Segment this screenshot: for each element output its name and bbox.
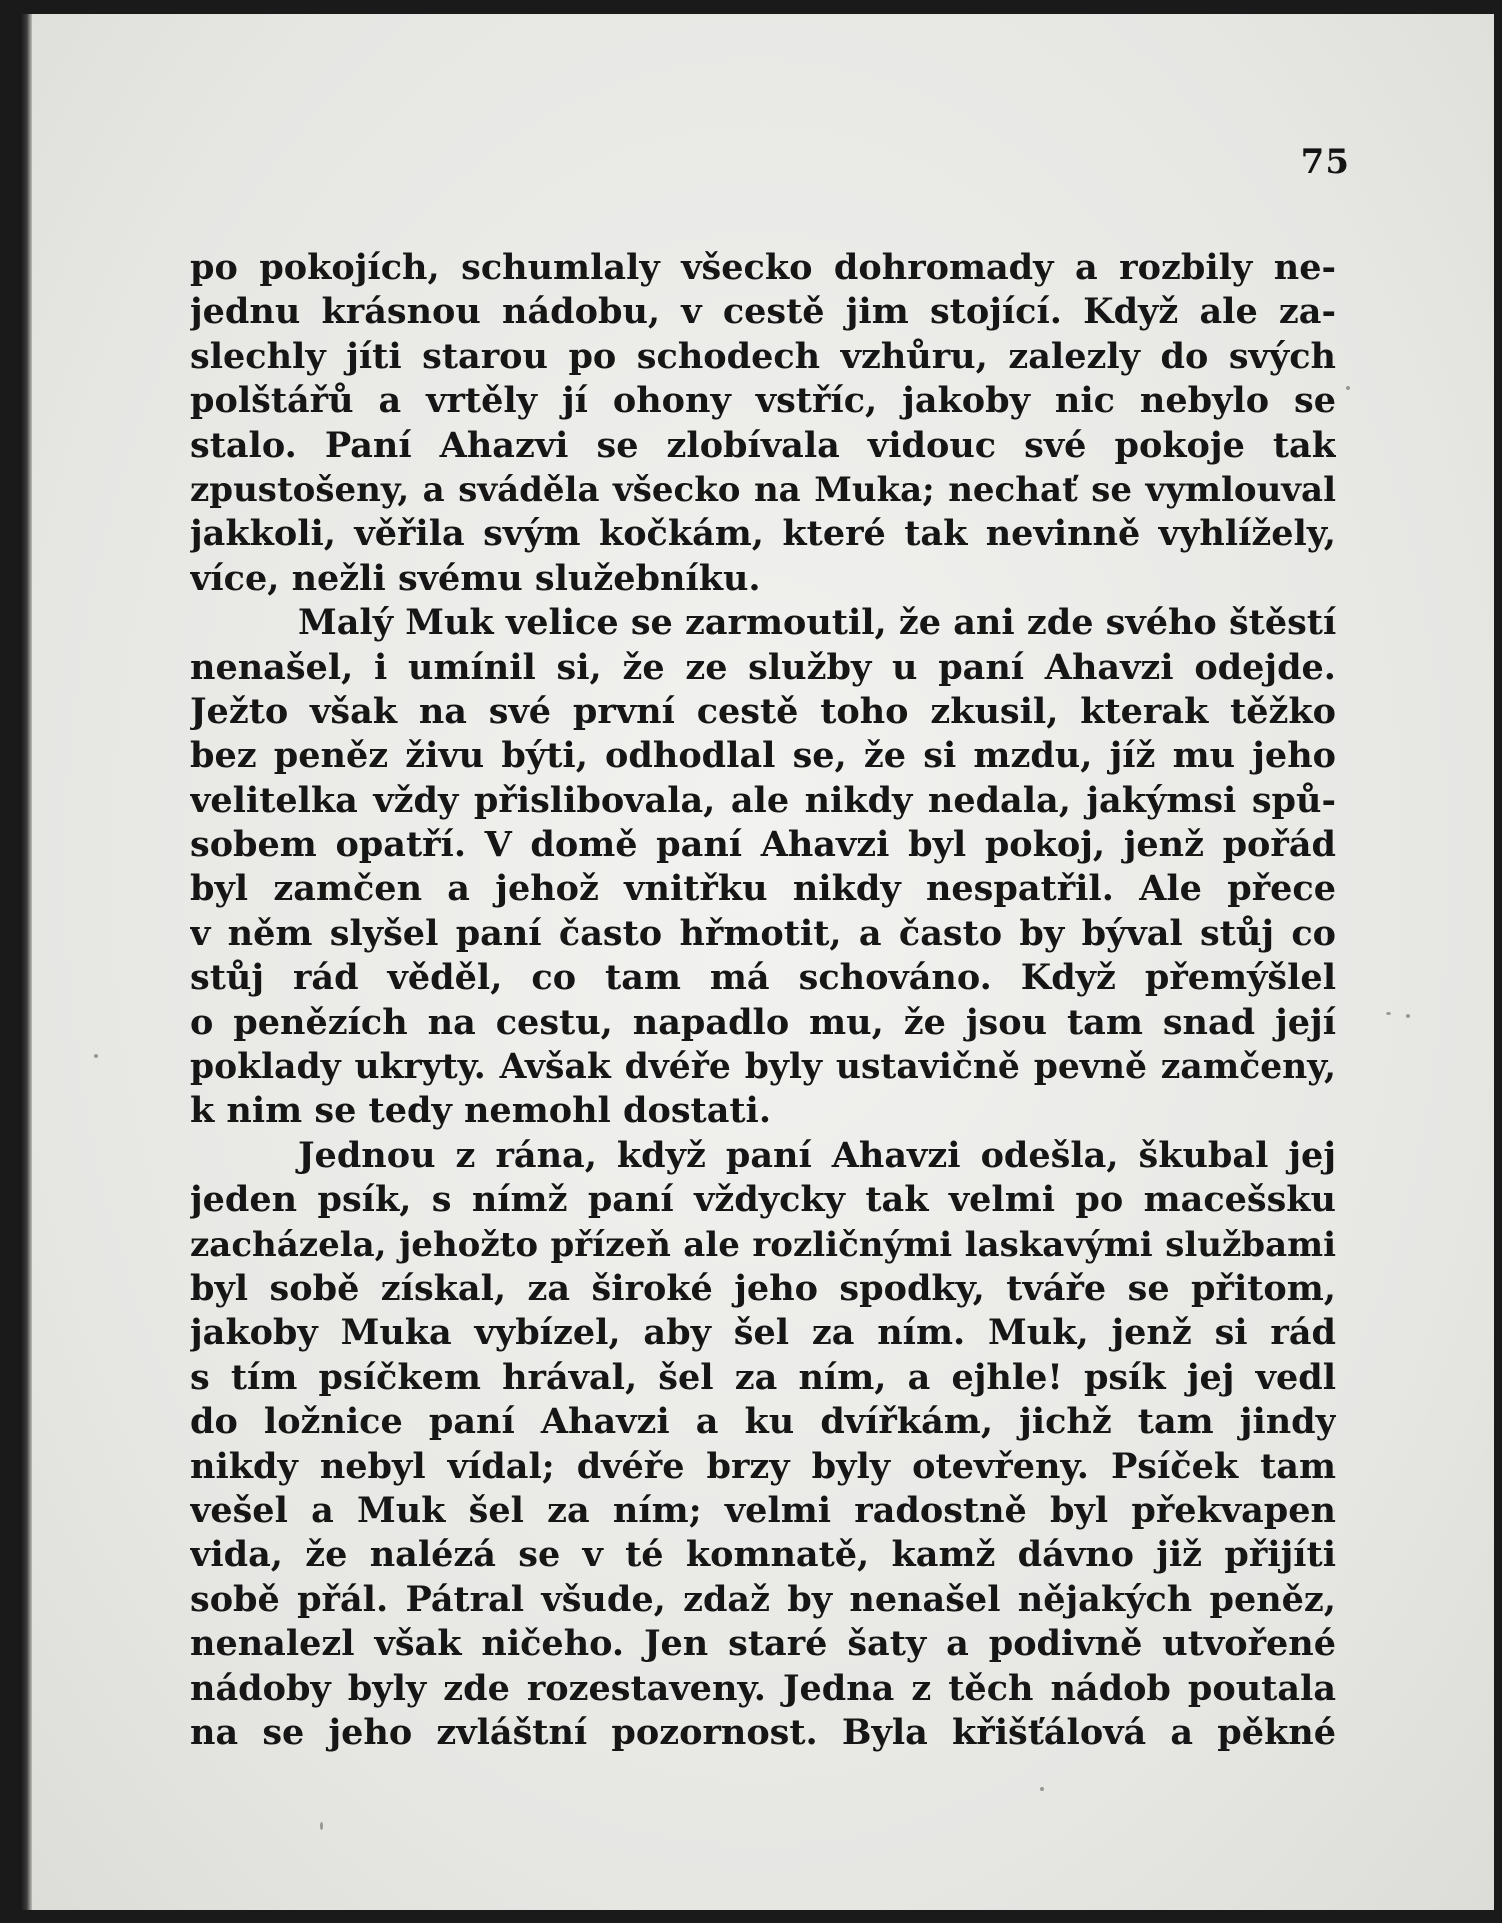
text-line: bez peněz živu býti, odhodlal se, že si mzdu, jíž mu jeho	[190, 735, 1336, 777]
page-number: 75	[1300, 142, 1350, 182]
text-line: nikdy nebyl vídal; dvéře brzy byly otevřeny. Psíček tam	[190, 1445, 1336, 1487]
print-speck	[1406, 1014, 1410, 1018]
text-line: o penězích na cestu, napadlo mu, že jsou tam snad její	[190, 1001, 1336, 1043]
text-line: stůj rád věděl, co tam má schováno. Když přemýšlel	[190, 957, 1336, 999]
text-line: jeden psík, s nímž paní vždycky tak velmi po macešsku	[190, 1179, 1336, 1221]
text-line: vešel a Muk šel za ním; velmi radostně byl překvapen	[190, 1489, 1336, 1531]
text-line: s tím psíčkem hrával, šel za ním, a ejhle! psík jej vedl	[190, 1356, 1336, 1398]
print-speck	[94, 1054, 98, 1058]
text-line: k nim se tedy nemohl dostati.	[190, 1090, 772, 1132]
text-line: jakkoli, věřila svým kočkám, které tak nevinně vyhlížely,	[190, 513, 1336, 555]
text-line: stalo. Paní Ahazvi se zlobívala vidouc své pokoje tak	[190, 424, 1336, 466]
page-binding-edge	[20, 14, 32, 1910]
text-line: nenalezl však ničeho. Jen staré šaty a podivně utvořené	[190, 1623, 1336, 1665]
text-line: sobem opatří. V domě paní Ahavzi byl pokoj, jenž pořád	[190, 824, 1336, 866]
text-line: Jednou z rána, když paní Ahavzi odešla, škubal jej	[298, 1134, 1336, 1176]
text-line: zpustošeny, a sváděla všecko na Muka; nechať se vymlouval	[190, 469, 1336, 510]
text-line: slechly jíti starou po schodech vzhůru, zalezly do svých	[190, 335, 1336, 377]
body-text	[190, 246, 1336, 1755]
text-line: Ježto však na své první cestě toho zkusil, kterak těžko	[190, 690, 1336, 732]
text-line: po pokojích, schumlaly všecko dohromady a rozbily ne-	[190, 247, 1336, 288]
text-line: do ložnice paní Ahavzi a ku dvířkám, jichž tam jindy	[190, 1401, 1336, 1443]
text-line: jednu krásnou nádobu, v cestě jim stojící. Když ale za-	[190, 291, 1336, 333]
print-speck	[1346, 386, 1350, 390]
text-line: velitelka vždy přislibovala, ale nikdy nedala, jakýmsi spů-	[190, 779, 1336, 821]
text-line: poklady ukryty. Avšak dvéře byly ustavičně pevně zamčeny,	[190, 1047, 1336, 1088]
book-page	[20, 14, 1494, 1910]
text-line: nenašel, i umínil si, že ze služby u paní Ahavzi odejde.	[190, 646, 1336, 688]
text-line: zacházela, jehožto přízeň ale rozličnými laskavými službami	[190, 1224, 1336, 1265]
print-speck	[320, 1822, 323, 1830]
print-speck	[1040, 1787, 1044, 1791]
text-line: vida, že nalézá se v té komnatě, kamž dávno již přijíti	[190, 1534, 1336, 1576]
text-line: nádoby byly zde rozestaveny. Jedna z těch nádob poutala	[190, 1667, 1336, 1709]
text-line: v něm slyšel paní často hřmotit, a často by býval stůj co	[190, 912, 1336, 954]
text-line: Malý Muk velice se zarmoutil, že ani zde svého štěstí	[298, 602, 1336, 644]
print-speck	[1386, 1012, 1391, 1015]
text-line: na se jeho zvláštní pozornost. Byla křišťálová a pěkné	[190, 1711, 1336, 1753]
text-line: byl zamčen a jehož vnitřku nikdy nespatřil. Ale přece	[190, 868, 1336, 910]
text-line: více, nežli svému služebníku.	[190, 557, 761, 599]
text-line: byl sobě získal, za široké jeho spodky, tváře se přitom,	[190, 1267, 1336, 1309]
text-line: jakoby Muka vybízel, aby šel za ním. Muk, jenž si rád	[190, 1312, 1336, 1354]
text-line: sobě přál. Pátral všude, zdaž by nenašel nějakých peněz,	[190, 1578, 1336, 1620]
text-line: polštářů a vrtěly jí ohony vstříc, jakoby nic nebylo se	[190, 380, 1336, 422]
